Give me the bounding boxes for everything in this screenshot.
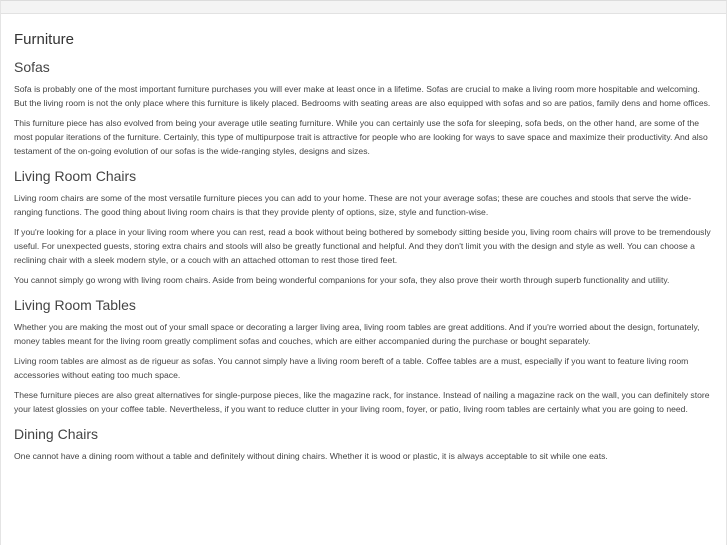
paragraph: Living room tables are almost as de rigueur as sofas. You cannot simply have a living room bereft of a table. Coffee tables are a must, especially if you want to feature living room accessories without eating too much space.: [14, 356, 689, 380]
paragraph: Sofa is probably one of the most important furniture purchases you will ever make at least once in a lifetime. Sofas are crucial to make a living room more hospitable and welcoming. But the living room is not the only place where this furniture is likely placed. Bedrooms with seating areas are also equipped with sofas and so are patios, family dens and home offices.: [14, 84, 711, 108]
paragraph: If you're looking for a place in your living room where you can rest, read a book without being bothered by somebody sitting beside you, living room chairs will prove to be tremendously useful. For unexpected guests, storing extra chairs and stools will also be greatly functional and helpful. And they don't limit you with the design and style as well. You can choose a reclining chair with a sleek modern style, or a couch with an attached ottoman to rest those tired feet.: [14, 227, 711, 265]
section-heading-living-room-tables: Living Room Tables: [14, 297, 136, 313]
paragraph: These furniture pieces are also great alternatives for single-purpose pieces, like the magazine rack, for instance. Instead of nailing a magazine rack on the wall, you can definitely store your latest glossies on your coffee table. Nevertheless, if you want to reduce clutter in your living room, foyer, or patio, living room tables are certainly what you are going to need.: [14, 390, 710, 414]
page-title: Furniture: [14, 31, 75, 48]
paragraph: Living room chairs are some of the most versatile furniture pieces you can add to your home. These are not your average sofas; these are couches and stools that serve the wide-ranging functions. The good thing about living room chairs is that they provide plenty of options, size, style and function-wise.: [14, 193, 692, 217]
section-heading-living-room-chairs: Living Room Chairs: [14, 168, 137, 184]
paragraph: This furniture piece has also evolved from being your average utile seating furniture. While you can certainly use the sofa for sleeping, sofa beds, on the other hand, are some of the most popular iterations of the furniture. Certainly, this type of multipurpose trait is attractive for people who are looking for ways to save space and maximize their productivity. And also testament of the on-going evolution of our sofas is the wide-ranging styles, designs and sizes.: [14, 118, 708, 156]
section-heading-dining-chairs: Dining Chairs: [14, 426, 99, 442]
paragraph: One cannot have a dining room without a table and definitely without dining chairs. Whether it is wood or plastic, it is always acceptable to sit while one eats.: [14, 451, 608, 461]
section-heading-sofas: Sofas: [14, 59, 50, 75]
paragraph: You cannot simply go wrong with living room chairs. Aside from being wonderful companions for your sofa, they also prove their worth through superb functionality and utility.: [14, 275, 670, 285]
paragraph: Whether you are making the most out of your small space or decorating a larger living area, living room tables are great additions. And if you're worried about the design, fortunately, money tables meant for the living room greatly compliment sofas and couches, which are either accompanied during the purchase or bought separately.: [14, 322, 700, 346]
top-bar: [1, 1, 726, 14]
